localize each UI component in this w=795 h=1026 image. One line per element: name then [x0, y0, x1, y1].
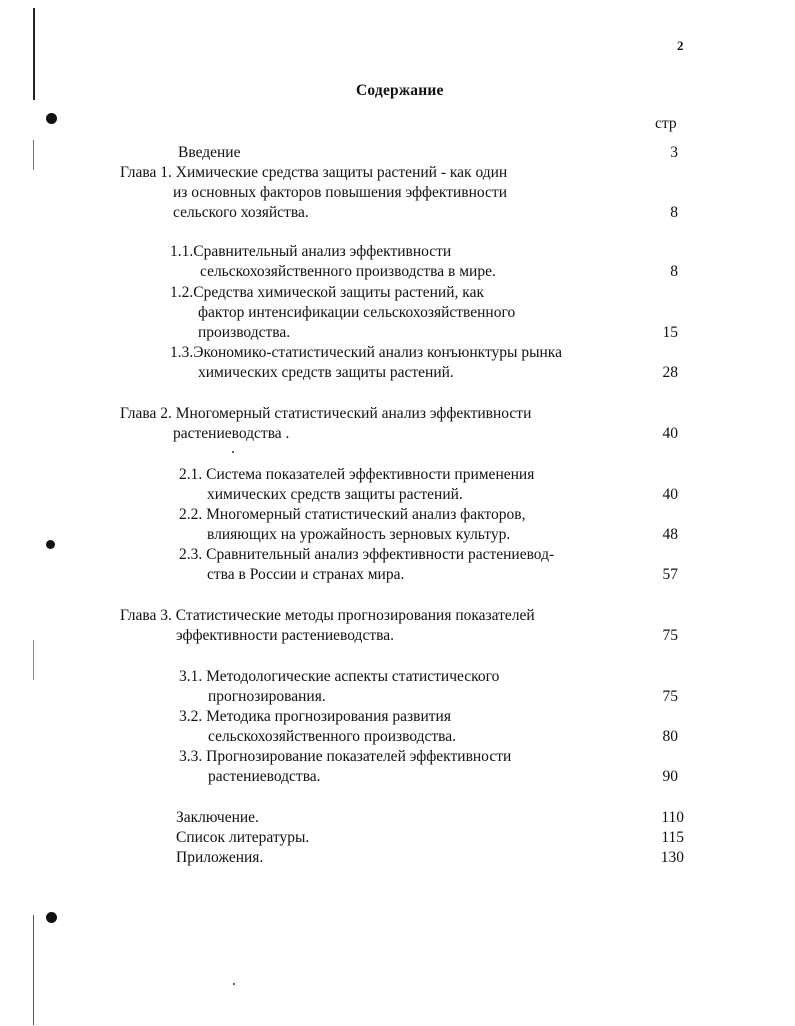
toc-entry-line: сельскохозяйственного производства. [208, 728, 457, 745]
toc-entry-line: растениеводства . [173, 425, 290, 442]
punch-hole-mark [46, 113, 57, 124]
toc-entry-line: растениеводства. [208, 768, 321, 785]
toc-entry-line: сельскохозяйственного производства в мире. [200, 263, 496, 280]
toc-entry-page: 57 [662, 566, 678, 583]
punch-hole-mark [46, 540, 55, 549]
scan-speck [233, 983, 235, 985]
toc-entry-page: 40 [662, 425, 678, 442]
toc-entry-page: 48 [662, 526, 678, 543]
toc-entry-page: 75 [662, 627, 678, 644]
toc-entry-page: 28 [662, 364, 678, 381]
toc-entry-line: 2.2. Многомерный статистический анализ факторов, [179, 506, 526, 523]
toc-entry-line: 2.3. Сравнительный анализ эффективности растениевод- [179, 546, 555, 563]
toc-entry-page: 15 [662, 324, 678, 341]
toc-entry-page: 3 [670, 144, 678, 161]
toc-entry-line: Глава 3. Статистические методы прогнозирования показателей [120, 607, 535, 624]
toc-entry-line: Приложения. [176, 849, 264, 866]
scan-margin-line [33, 8, 35, 100]
toc-entry-line: химических средств защиты растений. [198, 364, 454, 381]
page-title: Содержание [356, 82, 444, 99]
toc-entry-page: 115 [661, 829, 684, 846]
toc-entry-line: 1.3.Экономико-статистический анализ конъюнктуры рынка [170, 344, 562, 361]
toc-entry-line: ства в России и странах мира. [207, 566, 405, 583]
toc-entry-page: 130 [660, 849, 684, 866]
toc-entry-line: эффективности растениеводства. [176, 627, 394, 644]
scan-speck [232, 451, 234, 453]
toc-entry-page: 40 [662, 486, 678, 503]
toc-entry-line: Заключение. [176, 809, 259, 826]
page-number: 2 [677, 38, 684, 53]
toc-entry-line: Список литературы. [176, 829, 310, 846]
toc-entry-line: прогнозирования. [208, 688, 326, 705]
toc-entry-line: из основных факторов повышения эффективности [173, 184, 507, 201]
toc-entry-page: 80 [662, 728, 678, 745]
toc-entry-line: влияющих на урожайность зерновых культур. [207, 526, 511, 543]
toc-entry-page: 75 [662, 688, 678, 705]
toc-entry-line: Введение [178, 144, 241, 161]
toc-entry-line: 3.2. Методика прогнозирования развития [179, 708, 451, 725]
toc-entry-line: Глава 2. Многомерный статистический анализ эффективности [120, 405, 532, 422]
punch-hole-mark [46, 912, 57, 923]
scan-margin-line [33, 640, 34, 680]
toc-entry-line: 1.1.Сравнительный анализ эффективности [170, 243, 452, 260]
toc-entry-line: 2.1. Система показателей эффективности применения [179, 466, 535, 483]
toc-entry-page: 8 [670, 204, 678, 221]
scan-margin-line [33, 140, 34, 170]
page-column-header: стр [655, 115, 677, 132]
toc-entry-line: 3.3. Прогнозирование показателей эффективности [179, 748, 512, 765]
scan-margin-line [33, 915, 34, 1025]
toc-entry-line: 3.1. Методологические аспекты статистического [179, 668, 500, 685]
toc-entry-line: фактор интенсификации сельскохозяйственного [198, 304, 516, 321]
toc-entry-line: сельского хозяйства. [173, 204, 309, 221]
toc-entry-page: 110 [661, 809, 684, 826]
toc-entry-page: 8 [670, 263, 678, 280]
toc-entry-line: 1.2.Средства химической защиты растений, как [170, 284, 484, 301]
toc-entry-line: химических средств защиты растений. [207, 486, 463, 503]
toc-entry-page: 90 [662, 768, 678, 785]
toc-entry-line: Глава 1. Химические средства защиты растений - как один [120, 164, 508, 181]
toc-entry-line: производства. [198, 324, 291, 341]
